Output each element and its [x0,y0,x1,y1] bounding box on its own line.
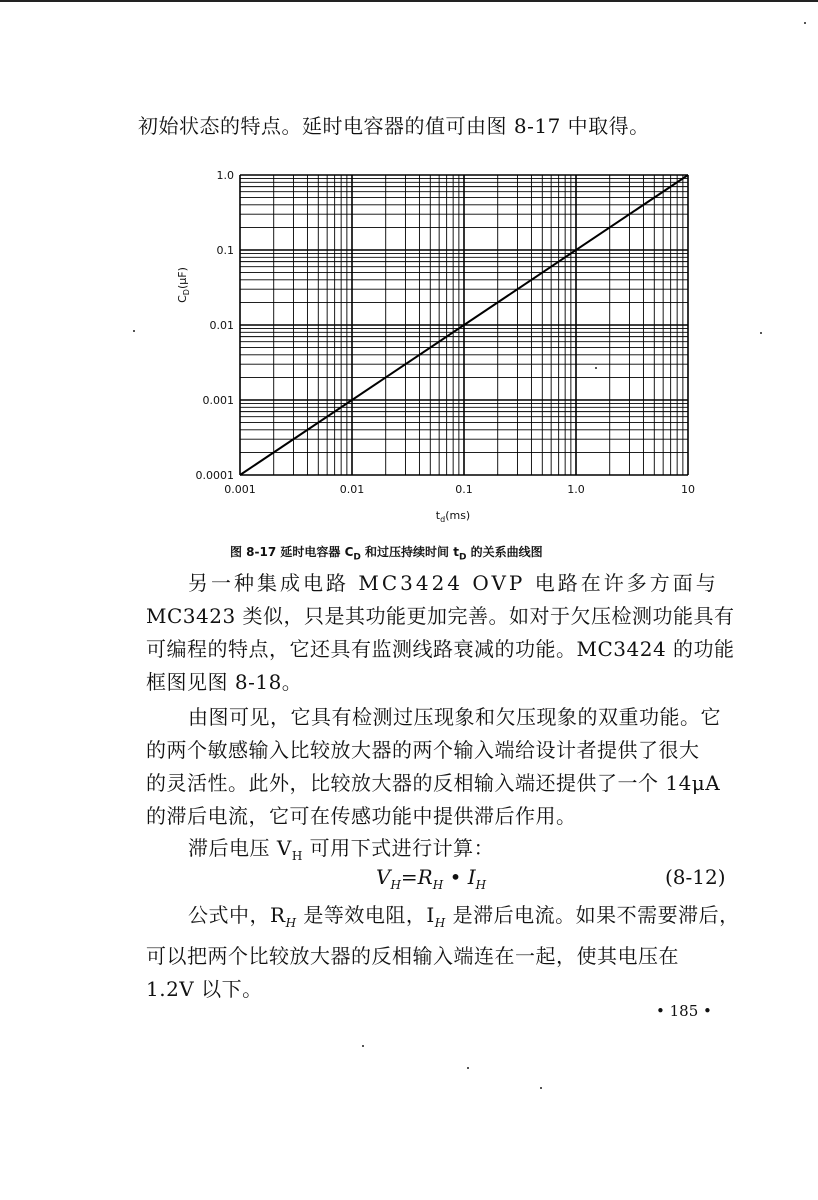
paragraph-1 [146,567,735,699]
page-number: • 185 • [656,1002,712,1020]
scan-speck [133,330,135,332]
equation-8-12: $V_H=R_H$ • $I_H$ [376,865,487,892]
paragraph-4 [146,899,740,1006]
x-tick-label: 0.1 [455,483,473,496]
text-line: 公式中，$R_H$ 是等效电阻，$I_H$ 是滞后电流。如果不需要滞后， [188,903,740,930]
scan-speck [595,367,597,369]
text-line: 框图见图 8-18。 [146,670,303,694]
scan-speck [760,332,762,334]
y-tick-label: 0.1 [216,244,234,257]
text-line: MC3423 类似，只是其功能更加完善。如对于欠压检测功能具有 [146,604,735,628]
x-tick-label: 0.001 [224,483,256,496]
x-axis-label: $t_d(ms)$ [435,509,471,524]
y-tick-label: 1.0 [216,169,234,182]
scan-speck [804,22,806,24]
y-tick-label: 0.001 [202,394,234,407]
paragraph-2 [146,701,726,833]
text-line: 滞后电压 $V_H$ 可用下式进行计算： [188,836,495,863]
top-border-line [0,0,818,2]
text-line: 可编程的特点，它还具有监测线路衰减的功能。MC3424 的功能 [146,637,735,661]
y-tick-label: 0.01 [209,319,234,332]
y-tick-label: 0.0001 [195,469,234,482]
intro-line: 初始状态的特点。延时电容器的值可由图 8-17 中取得。 [138,114,650,138]
text-line: 由图可见，它具有检测过压现象和欠压现象的双重功能。它 [188,705,721,729]
figure-caption: 图 8-17 延时电容器 $C_D$ 和过压持续时间 $t_D$ 的关系曲线图 [230,545,543,563]
text-line: 的滞后电流，它可在传感功能中提供滞后作用。 [146,804,577,828]
scan-speck [540,1087,542,1089]
text-line: 的两个敏感输入比较放大器的两个输入端给设计者提供了很大 [146,738,700,762]
text-line: 可以把两个比较放大器的反相输入端连在一起，使其电压在 [146,944,679,968]
equation-number: (8-12) [665,865,726,889]
x-tick-label: 10 [681,483,695,496]
text-line: 1.2V 以下。 [146,977,263,1001]
text-line: 另一种集成电路 MC3424 OVP 电路在许多方面与 [188,571,719,595]
x-tick-label: 0.01 [339,483,365,496]
x-tick-label: 1.0 [567,483,585,496]
scan-speck [467,1067,469,1069]
scan-speck [362,1045,364,1047]
y-axis-label: $C_D(\mu F)$ [176,267,191,303]
text-line: 的灵活性。此外，比较放大器的反相输入端还提供了一个 14μA [146,771,721,795]
capacitance-delay-chart [170,165,700,535]
